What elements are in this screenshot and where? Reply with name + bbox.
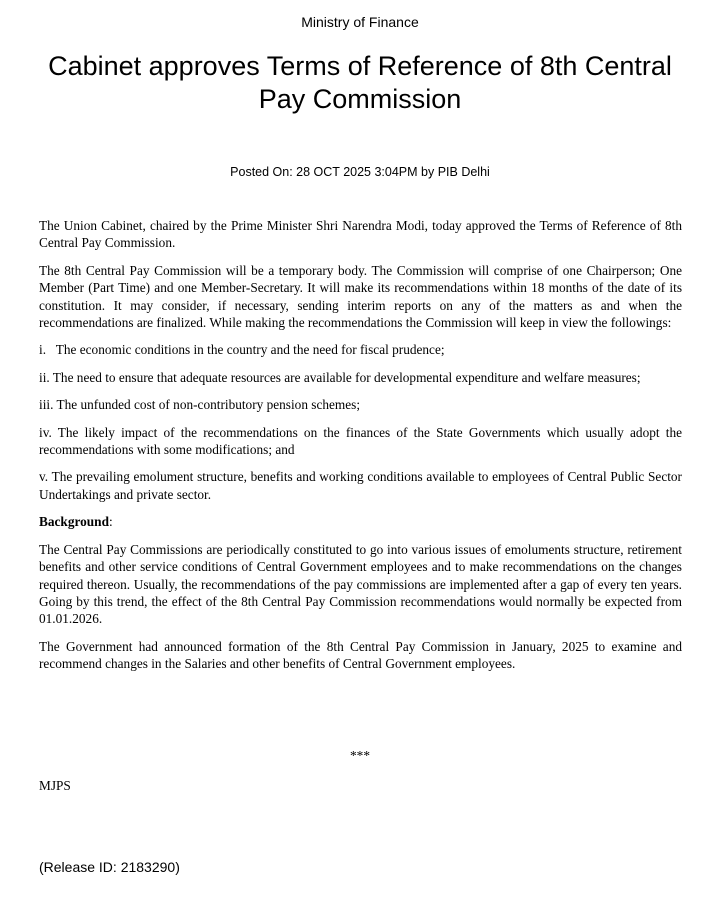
posted-on-line: Posted On: 28 OCT 2025 3:04PM by PIB Delhi (230, 165, 490, 179)
separator-stars: *** (350, 748, 370, 763)
background-heading (39, 513, 682, 530)
paragraph-intro: The Union Cabinet, chaired by the Prime Minister Shri Narendra Modi, today approved the Terms of Reference of 8th Central Pay Commission. (39, 218, 682, 251)
list-item-economic: i. The economic conditions in the country and the need for fiscal prudence; (39, 342, 445, 358)
ministry-name: Ministry of Finance (301, 14, 419, 30)
paragraph-background: The Central Pay Commissions are periodically constituted to go into various issues of emoluments structure, retirement benefits and other service conditions of Central Government employees and to make recommendations on the changes required thereon. Usually, the recommendations of the pay commissions are implemented after a gap of every ten years. Going by this trend, the effect of the 8th Central Pay Commission recommendations would normally be expected from 01.01.2026. (39, 541, 682, 627)
page-title: Cabinet approves Terms of Reference of 8th Central Pay Commission (48, 51, 672, 114)
list-item-state-finances: iv. The likely impact of the recommendations on the finances of the State Governments which usually adopt the recommendations with some modifications; and (39, 424, 682, 458)
list-item-pension: iii. The unfunded cost of non-contributory pension schemes; (39, 397, 361, 413)
background-heading-text: Background (39, 514, 109, 530)
paragraph-formation: The Government had announced formation of the 8th Central Pay Commission in January, 2025 to examine and recommend changes in the Salaries and other benefits of Central Government employees. (39, 638, 682, 672)
release-id: (Release ID: 2183290) (39, 859, 180, 875)
press-release-body (39, 217, 682, 683)
list-item-emolument: v. The prevailing emolument structure, benefits and working conditions available to employees of Central Public Sector Undertakings and private sector. (39, 469, 682, 502)
signature-initials: MJPS (39, 778, 71, 793)
paragraph-commission: The 8th Central Pay Commission will be a temporary body. The Commission will comprise of one Chairperson; One Member (Part Time) and one Member-Secretary. It will make its recommendations within 18 months of the date of its constitution. It may consider, if necessary, sending interim reports on any of the matters as and when the recommendations are finalized. While making the recommendations the Commission will keep in view the followings: (39, 262, 682, 331)
background-heading-colon: : (108, 514, 113, 530)
list-item-resources: ii. The need to ensure that adequate resources are available for developmental expenditure and welfare measures; (39, 369, 641, 385)
